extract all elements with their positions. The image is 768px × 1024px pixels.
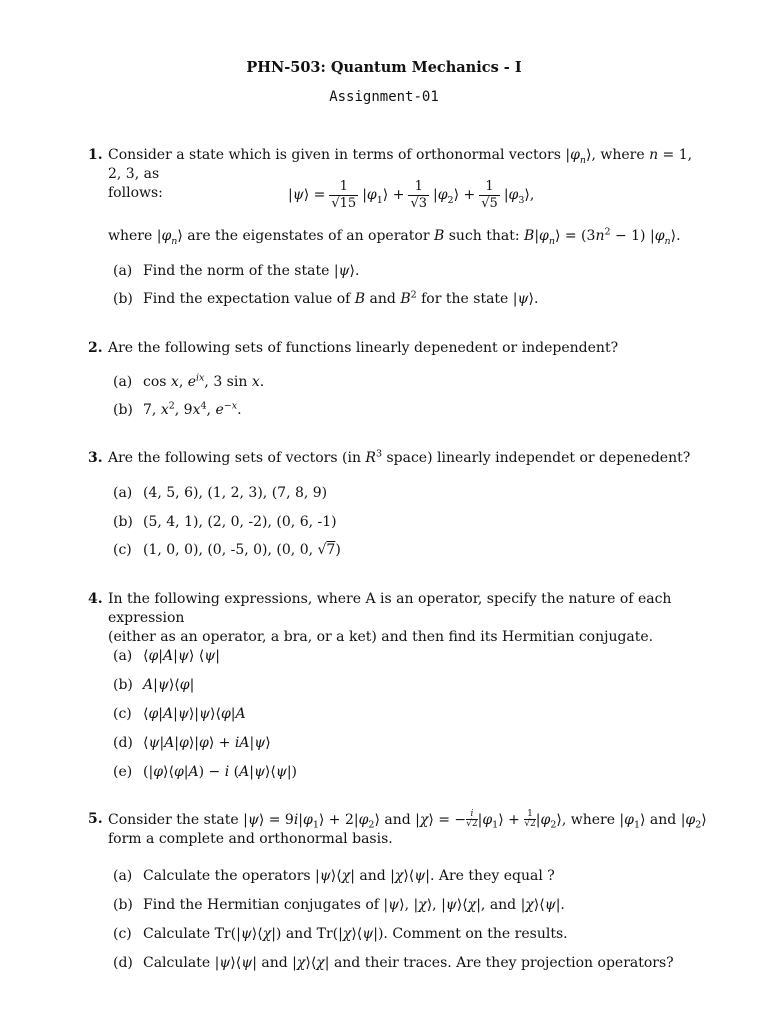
part-label: (e): [113, 764, 133, 780]
question-line: follows:: [108, 184, 163, 201]
part-label: (a): [113, 868, 133, 884]
part-label: (a): [113, 648, 133, 664]
part-label: (b): [113, 402, 133, 418]
question-text: [108, 810, 708, 849]
question-number: 4.: [88, 591, 103, 607]
part-4d: (d) ⟨ψ|A|φ⟩|φ⟩ + iA|ψ⟩: [113, 735, 271, 751]
question-line: In the following expressions, where A is an operator, specify the nature of each expression: [108, 591, 672, 626]
part-label: (b): [113, 291, 133, 307]
question-2: [88, 339, 708, 358]
part-5c: (c) Calculate Tr(|ψ⟩⟨χ|) and Tr(|χ⟩⟨ψ|). Comment on the results.: [113, 926, 568, 942]
question-number: 2.: [88, 340, 103, 356]
part-label: (d): [113, 735, 133, 751]
part-4e: (e) (|φ⟩⟨φ|A) − i (A|ψ⟩⟨ψ|): [113, 764, 298, 780]
question-number: 3.: [88, 450, 103, 466]
part-5d: (d) Calculate |ψ⟩⟨ψ| and |χ⟩⟨χ| and their traces. Are they projection operators?: [113, 955, 674, 971]
question-1-after: where $|\varphi_n⟩$ are the eigenstates of an operator B such that: $B|\varphi_n⟩ = (3n^2 - 1)$ $|\varphi_n⟩$.: [108, 226, 681, 247]
part-4b: (b) A|ψ⟩⟨φ|: [113, 677, 195, 693]
part-label: (c): [113, 542, 132, 558]
part-label: (c): [113, 926, 132, 942]
part-1a: (a) Find the norm of the state |ψ⟩.: [113, 263, 360, 279]
question-number: 5.: [88, 811, 103, 827]
question-text: Are the following sets of functions linearly depenedent or independent?: [108, 340, 619, 356]
question-line: Consider a state which is given in terms of orthonormal vectors $|\varphi_n⟩$, where n = 1, 2, 3, as: [108, 147, 693, 182]
part-4c: (c) ⟨φ|A|ψ⟩|ψ⟩⟨φ|A: [113, 706, 246, 722]
question-4: [88, 590, 708, 647]
question-number: 1.: [88, 147, 103, 163]
question-line: (either as an operator, a bra, or a ket) and then find its Hermitian conjugate.: [108, 628, 654, 645]
part-label: (a): [113, 374, 133, 390]
part-text: (4, 5, 6), (1, 2, 3), (7, 8, 9): [143, 485, 328, 501]
part-5b: (b) Find the Hermitian conjugates of |ψ⟩, |χ⟩, |ψ⟩⟨χ|, and |χ⟩⟨ψ|.: [113, 897, 565, 913]
part-label: (c): [113, 706, 132, 722]
part-text: (5, 4, 1), (2, 0, -2), (0, 6, -1): [143, 514, 337, 530]
part-label: (a): [113, 263, 133, 279]
part-label: (b): [113, 897, 133, 913]
question-3: [88, 449, 708, 468]
question-line: Consider the state |ψ⟩ = $9i|\varphi_1⟩$ + $2|\varphi_2⟩$ and |χ⟩ = − $\frac{i}{√2}$ $|\varphi_1⟩$ + $\frac{1}{√2}$ $|\varphi_2⟩$, where $|\varphi_1⟩$ and $|\varphi_2⟩$: [108, 809, 707, 831]
part-4a: (a) ⟨φ|A|ψ⟩ ⟨ψ|: [113, 648, 220, 664]
part-label: (b): [113, 514, 133, 530]
question-text: [108, 590, 708, 647]
part-1b: (b) Find the expectation value of B and $B^2$ for the state |ψ⟩.: [113, 289, 539, 307]
part-label: (b): [113, 677, 133, 693]
part-label: (a): [113, 485, 133, 501]
question-line: form a complete and orthonormal basis.: [108, 830, 393, 847]
part-3a: [113, 484, 713, 503]
part-2a: (a) cos x, $e^{ix}$, 3 sin x.: [113, 372, 265, 390]
part-label: (d): [113, 955, 133, 971]
question-text: Are the following sets of vectors (in $R^3$ space) linearly independet or depenedent?: [108, 448, 691, 466]
question-5: [88, 810, 708, 849]
state-equation: |ψ⟩ = $\frac{1}{√15}$ $|\varphi_1⟩$ + $\frac{1}{√3}$ $|\varphi_2⟩$ + $\frac{1}{√5}$ $|\varphi_3⟩$,: [288, 179, 535, 212]
assignment-title: Assignment-01: [329, 89, 439, 105]
course-title: PHN-503: Quantum Mechanics - I: [246, 59, 522, 76]
part-2b: (b) 7, $x^2$, $9x^4$, $e^{-x}$.: [113, 400, 242, 418]
part-5a: (a) Calculate the operators |ψ⟩⟨χ| and |χ⟩⟨ψ|. Are they equal ?: [113, 868, 555, 884]
part-3c: (c) (1, 0, 0), (0, -5, 0), (0, 0, √7): [113, 542, 341, 558]
part-3b: [113, 513, 713, 532]
